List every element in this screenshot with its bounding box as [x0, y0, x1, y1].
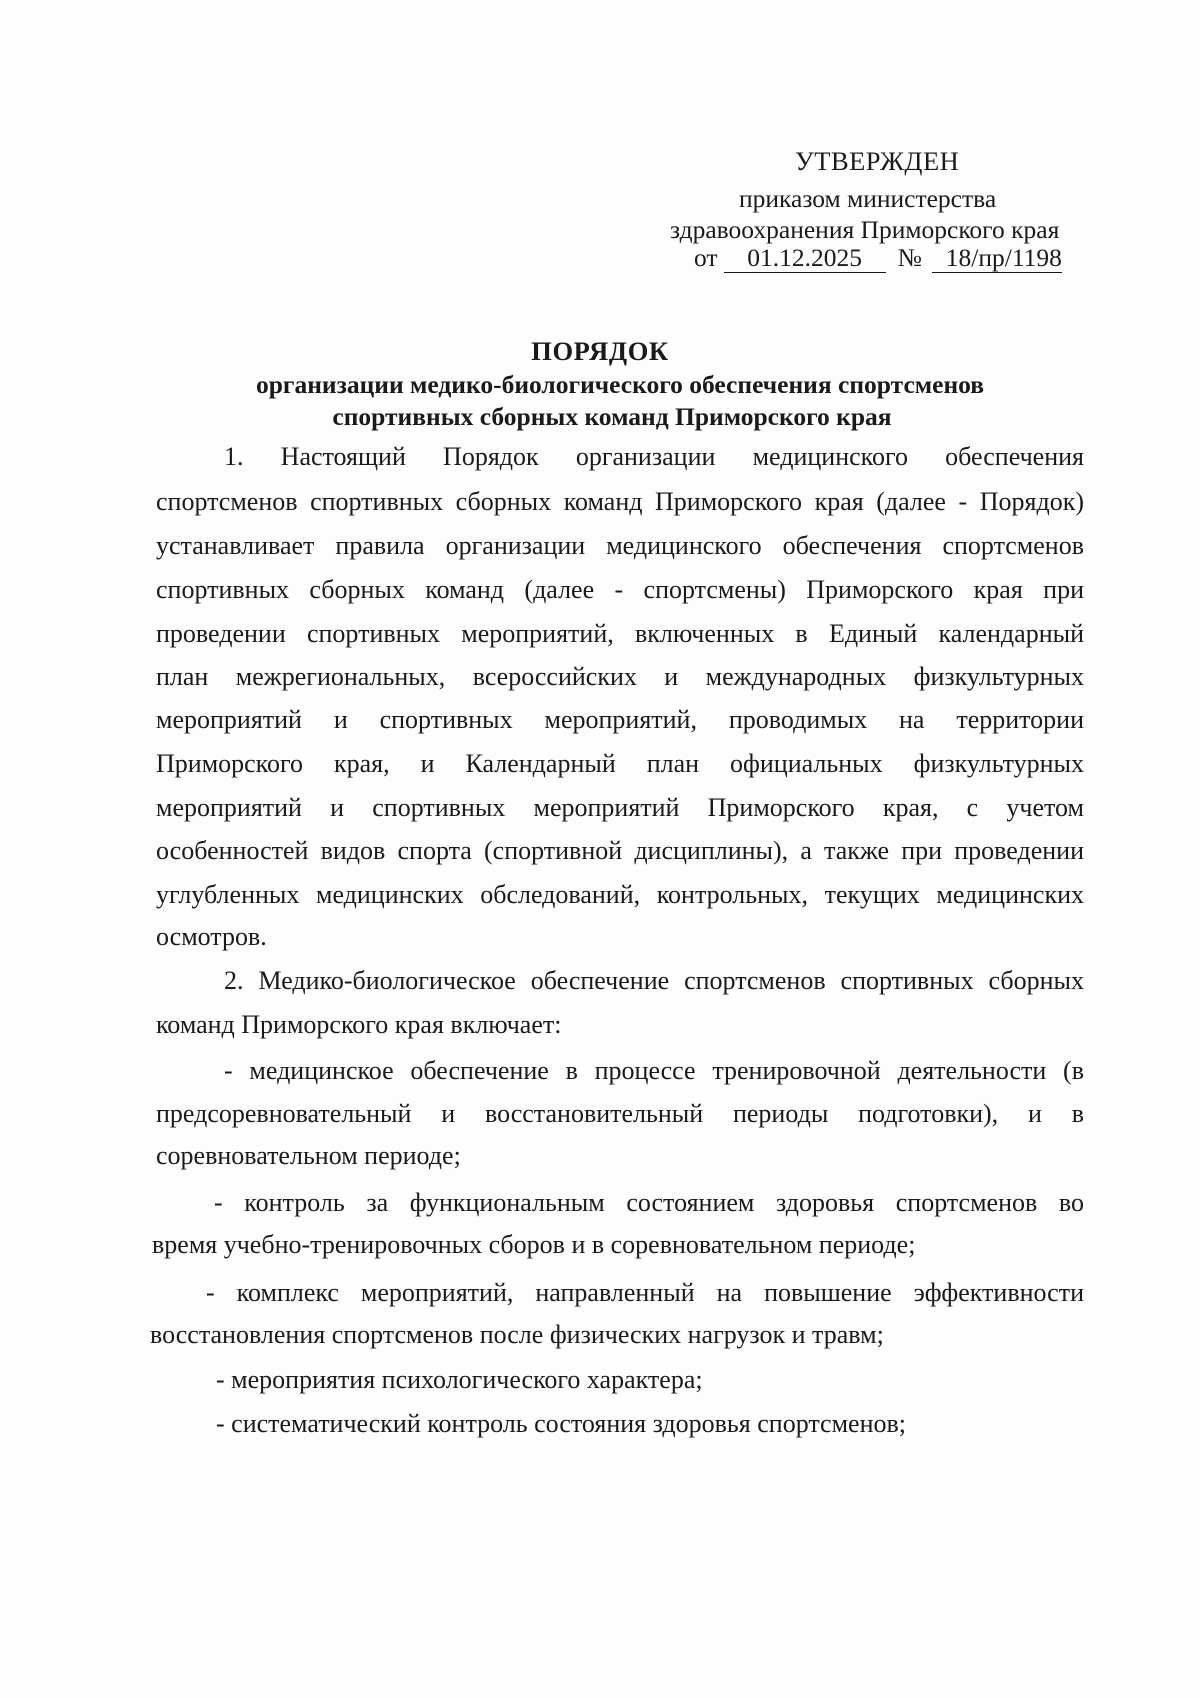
- bullet-1-line: соревновательном периоде;: [156, 1141, 461, 1170]
- paragraph-1-line: мероприятий и спортивных мероприятий, проводимых на территории: [156, 705, 1084, 734]
- paragraph-1-line: мероприятий и спортивных мероприятий Приморского края, с учетом: [156, 793, 1084, 822]
- bullet-2-line: - контроль за функциональным состоянием здоровья спортсменов во: [214, 1188, 1084, 1217]
- document-subtitle-line-1: организации медико-биологического обеспечения спортсменов: [255, 370, 985, 399]
- bullet-3-line: - комплекс мероприятий, направленный на повышение эффективности: [206, 1278, 1084, 1307]
- order-number: 18/пр/1198: [932, 245, 1062, 273]
- paragraph-1-line: проведении спортивных мероприятий, включенных в Единый календарный: [156, 619, 1084, 648]
- number-label: №: [897, 243, 922, 272]
- bullet-2-line: время учебно-тренировочных сборов и в соревновательном периоде;: [152, 1230, 916, 1259]
- paragraph-1-line: осмотров.: [156, 922, 267, 951]
- paragraph-2-line: команд Приморского края включает:: [156, 1010, 562, 1039]
- document-title: ПОРЯДОК: [531, 336, 669, 366]
- paragraph-1-line: устанавливает правила организации медицинского обеспечения спортсменов: [156, 531, 1084, 560]
- paragraph-1-line: углубленных медицинских обследований, контрольных, текущих медицинских: [156, 880, 1084, 909]
- approval-title: УТВЕРЖДЕН: [795, 146, 960, 176]
- approval-order-line: приказом министерства: [739, 184, 997, 213]
- paragraph-1-line: особенностей видов спорта (спортивной дисциплины), а также при проведении: [156, 836, 1084, 865]
- paragraph-1-line: 1. Настоящий Порядок организации медицинского обеспечения: [224, 442, 1084, 471]
- document-subtitle-line-2: спортивных сборных команд Приморского края: [332, 402, 892, 431]
- paragraph-1-line: спортивных сборных команд (далее - спортсмены) Приморского края при: [156, 575, 1084, 604]
- bullet-5-line: - систематический контроль состояния здоровья спортсменов;: [216, 1409, 906, 1438]
- order-date: 01.12.2025: [724, 245, 886, 273]
- approval-date-number-line: [694, 245, 1062, 273]
- bullet-1-line: предсоревновательный и восстановительный периоды подготовки), и в: [156, 1099, 1084, 1128]
- paragraph-1-line: спортсменов спортивных сборных команд Приморского края (далее - Порядок): [156, 487, 1084, 516]
- paragraph-2-line: 2. Медико-биологическое обеспечение спортсменов спортивных сборных: [224, 966, 1084, 995]
- bullet-1-line: - медицинское обеспечение в процессе тренировочной деятельности (в: [224, 1056, 1084, 1085]
- paragraph-1-line: Приморского края, и Календарный план официальных физкультурных: [156, 749, 1084, 778]
- bullet-4-line: - мероприятия психологического характера;: [216, 1365, 703, 1394]
- bullet-3-line: восстановления спортсменов после физических нагрузок и травм;: [150, 1320, 884, 1349]
- from-label: от: [694, 243, 718, 272]
- approval-ministry-line: здравоохранения Приморского края: [670, 215, 1060, 244]
- paragraph-1-line: план межрегиональных, всероссийских и международных физкультурных: [156, 662, 1084, 691]
